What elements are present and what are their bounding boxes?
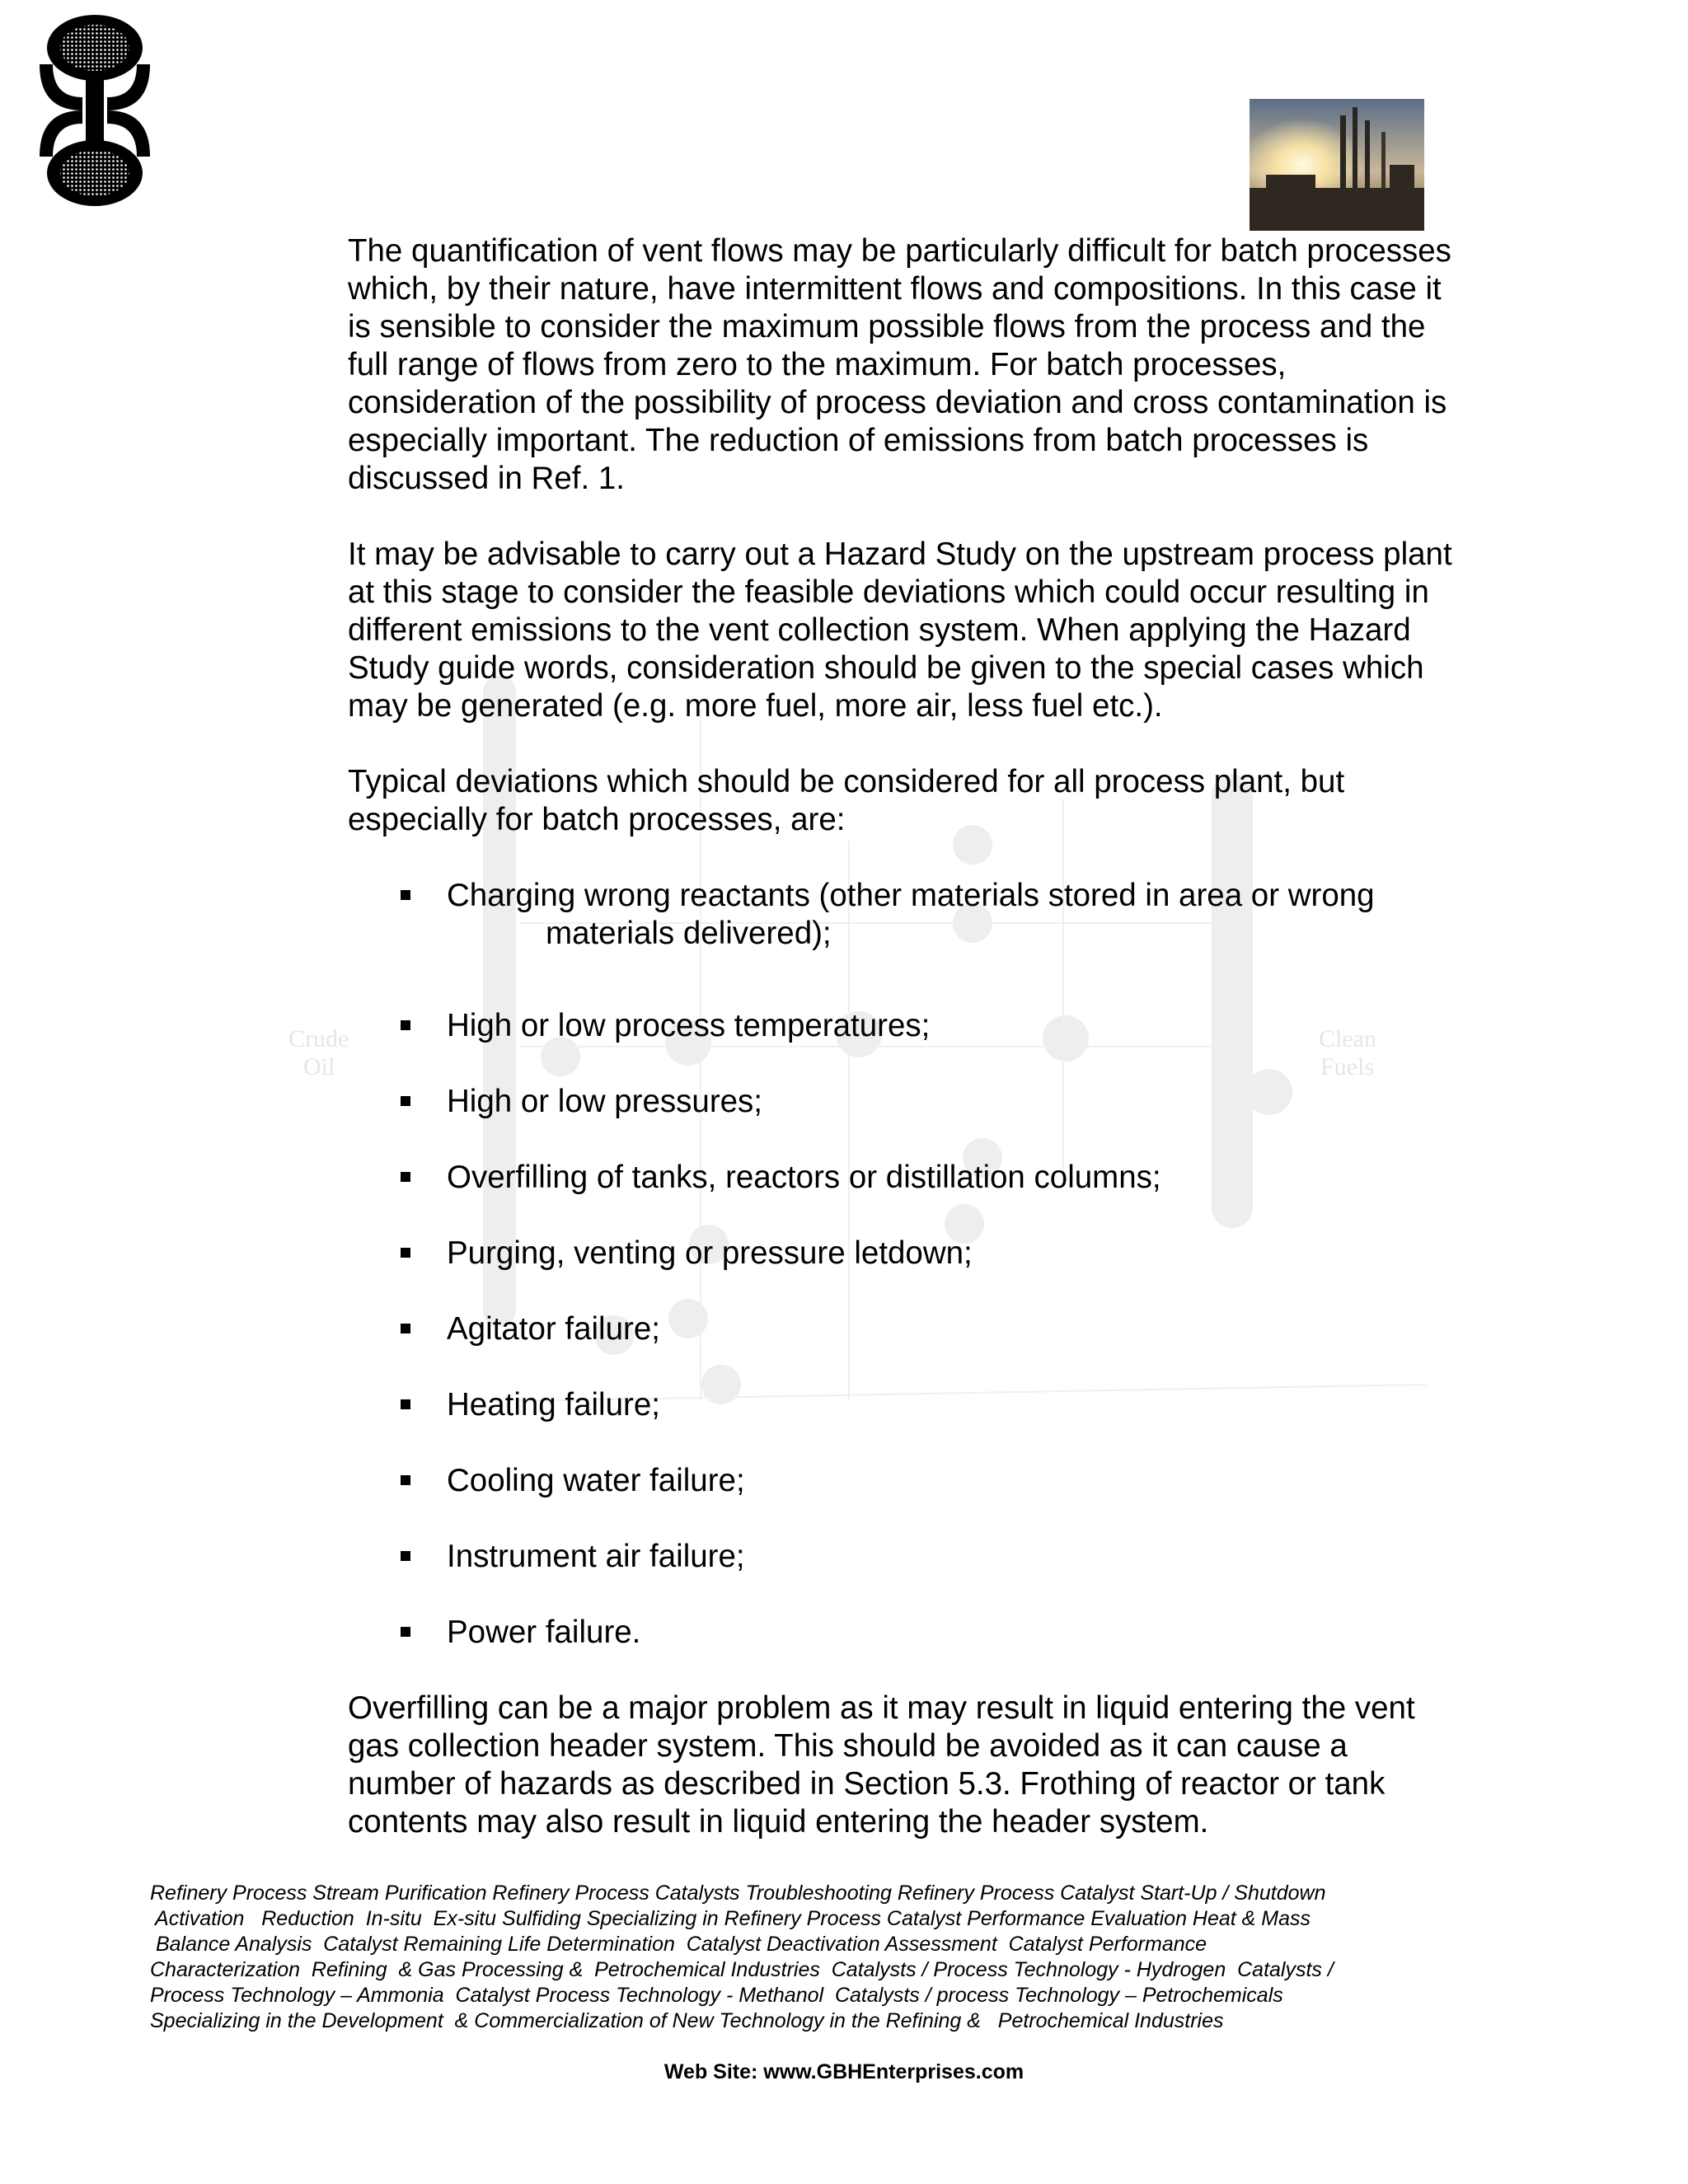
- deviation-text: Overfilling of tanks, reactors or distillation columns;: [447, 1160, 1161, 1195]
- deviation-text: Charging wrong reactants (other materials stored in area or wrong: [447, 878, 1375, 913]
- bullet-icon: [401, 1399, 410, 1409]
- list-item: [348, 1083, 1452, 1121]
- paragraph-batch-vent-flows: The quantification of vent flows may be particularly difficult for batch processes which, by their nature, have intermittent flows and compositions. In this case it is sensible to consider the maximum possible flows from the process and the full range of flows from zero to the maximum. For batch processes, consideration of the possibility of process deviation and cross contamination is especially important. The reduction of emissions from batch processes is discussed in Ref. 1.: [348, 233, 1451, 496]
- list-item: [348, 877, 1452, 953]
- deviation-text: Agitator failure;: [447, 1311, 660, 1347]
- deviations-list: [348, 877, 1452, 1652]
- footer-line: Process Technology – Ammonia Catalyst Process Technology - Methanol Catalysts / process Technology – Petrochemicals: [150, 1984, 1283, 2007]
- bullet-icon: [401, 1324, 410, 1333]
- list-item: [348, 1386, 1452, 1424]
- list-item: [348, 1310, 1452, 1348]
- list-item: [348, 1235, 1452, 1272]
- list-item: [348, 1159, 1452, 1197]
- bullet-icon: [401, 1627, 410, 1637]
- deviation-text-continued: materials delivered);: [546, 916, 832, 951]
- watermark-oil-label: Oil: [303, 1053, 335, 1080]
- footer-line: Specializing in the Development & Commercialization of New Technology in the Refining & Petrochemical Industries: [150, 2009, 1224, 2032]
- bullet-icon: [401, 1551, 410, 1561]
- company-logo: [33, 15, 157, 206]
- website-link[interactable]: Web Site: www.GBHEnterprises.com: [663, 2060, 1025, 2083]
- paragraph-typical-deviations: Typical deviations which should be considered for all process plant, but especially for batch processes, are:: [348, 764, 1345, 837]
- watermark-fuels-label: Fuels: [1320, 1053, 1375, 1080]
- list-item: [348, 1462, 1452, 1500]
- list-item: [348, 1007, 1452, 1045]
- deviation-text: High or low process temperatures;: [447, 1008, 931, 1043]
- bullet-icon: [401, 890, 410, 900]
- deviation-text: Purging, venting or pressure letdown;: [447, 1235, 973, 1271]
- watermark-clean-label: Clean: [1319, 1025, 1376, 1052]
- list-item: [348, 1614, 1452, 1652]
- footer-line: Characterization Refining & Gas Processing & Petrochemical Industries Catalysts / Process Technology - Hydrogen Catalysts /: [150, 1958, 1334, 1981]
- footer-line: Refinery Process Stream Purification Refinery Process Catalysts Troubleshooting Refinery Process Catalyst Start-Up / Shutdown: [150, 1882, 1326, 1905]
- paragraph-hazard-study: It may be advisable to carry out a Hazard Study on the upstream process plant at this stage to consider the feasible deviations which could occur resulting in different emissions to the vent collection system. When applying the Hazard Study guide words, consideration should be given to the special cases which may be generated (e.g. more fuel, more air, less fuel etc.).: [348, 537, 1452, 724]
- bullet-icon: [401, 1096, 410, 1106]
- footer-line: Balance Analysis Catalyst Remaining Life Determination Catalyst Deactivation Assessment Catalyst Performance: [150, 1933, 1207, 1956]
- bullet-icon: [401, 1248, 410, 1258]
- refinery-sunset-photo: [1250, 99, 1424, 231]
- deviation-text: Heating failure;: [447, 1387, 660, 1422]
- deviation-text: High or low pressures;: [447, 1084, 763, 1119]
- footer-services: [150, 1881, 1452, 2034]
- footer-line: Activation Reduction In-situ Ex-situ Sulfiding Specializing in Refinery Process Catalyst Performance Evaluation Heat & Mass: [150, 1907, 1311, 1930]
- list-item: [348, 1538, 1452, 1576]
- watermark-crude-label: Crude: [288, 1025, 349, 1052]
- bullet-icon: [401, 1172, 410, 1182]
- deviation-text: Power failure.: [447, 1615, 641, 1650]
- paragraph-overfilling: Overfilling can be a major problem as it may result in liquid entering the vent gas collection header system. This should be avoided as it can cause a number of hazards as described in Section 5.3. Frothing of reactor or tank contents may also result in liquid entering the header system.: [348, 1690, 1415, 1840]
- deviation-text: Cooling water failure;: [447, 1463, 745, 1498]
- bullet-icon: [401, 1020, 410, 1030]
- document-body: [348, 232, 1452, 1879]
- bullet-icon: [401, 1475, 410, 1485]
- deviation-text: Instrument air failure;: [447, 1539, 745, 1574]
